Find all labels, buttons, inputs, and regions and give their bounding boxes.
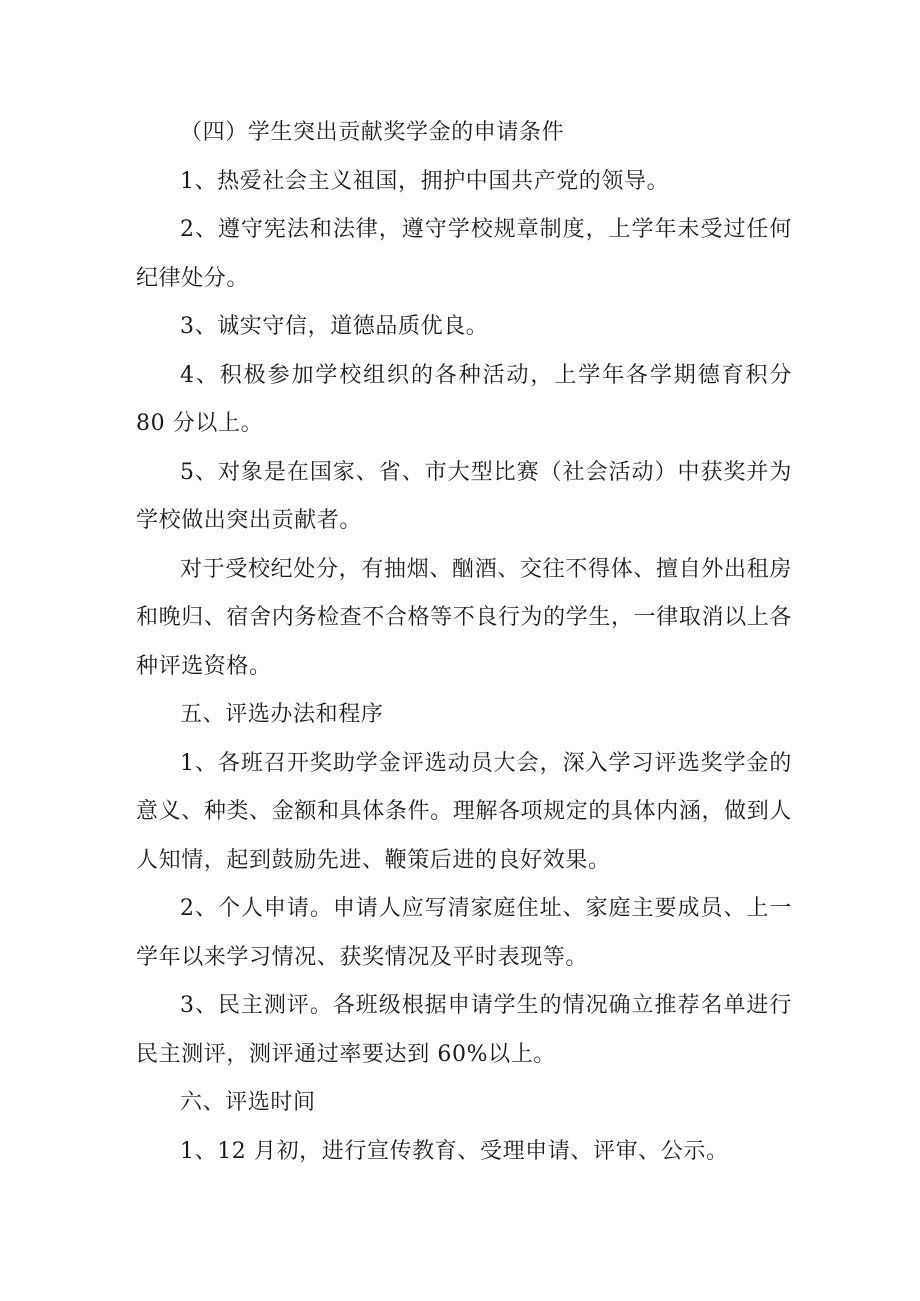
section-heading-schedule: 六、评选时间 [180,1090,316,1115]
procedure-item-1: 1、各班召开奖助学金评选动员大会，深入学习评选奖学金的意义、种类、金额和具体条件。理解各项规定的具体内涵，做到人人知情，起到鼓励先进、鞭策后进的良好效果。 [136,750,792,873]
condition-item-2: 2、遵守宪法和法律，遵守学校规章制度，上学年未受过任何纪律处分。 [136,217,792,291]
condition-item-5: 5、对象是在国家、省、市大型比赛（社会活动）中获奖并为学校做出突出贡献者。 [136,459,792,533]
procedure-item-2: 2、个人申请。申请人应写清家庭住址、家庭主要成员、上一学年以来学习情况、获奖情况及平时表现等。 [136,896,792,970]
section-heading-procedure: 五、评选办法和程序 [180,702,384,727]
procedure-item-3: 3、民主测评。各班级根据申请学生的情况确立推荐名单进行民主测评，测评通过率要达到 60%以上。 [136,993,792,1067]
disqualification-note: 对于受校纪处分，有抽烟、酗酒、交往不得体、擅自外出租房和晚归、宿舍内务检查不合格等不良行为的学生，一律取消以上各种评选资格。 [136,556,792,679]
condition-item-3: 3、诚实守信，道德品质优良。 [180,314,489,339]
condition-item-1: 1、热爱社会主义祖国，拥护中国共产党的领导。 [180,168,670,194]
condition-item-4: 4、积极参加学校组织的各种活动，上学年各学期德育积分 80 分以上。 [136,362,792,436]
section-heading-outstanding-contribution: （四）学生突出贡献奖学金的申请条件 [180,120,565,145]
document-body [136,109,792,1176]
schedule-item-1: 1、12 月初，进行宣传教育、受理申请、评审、公示。 [180,1138,729,1164]
